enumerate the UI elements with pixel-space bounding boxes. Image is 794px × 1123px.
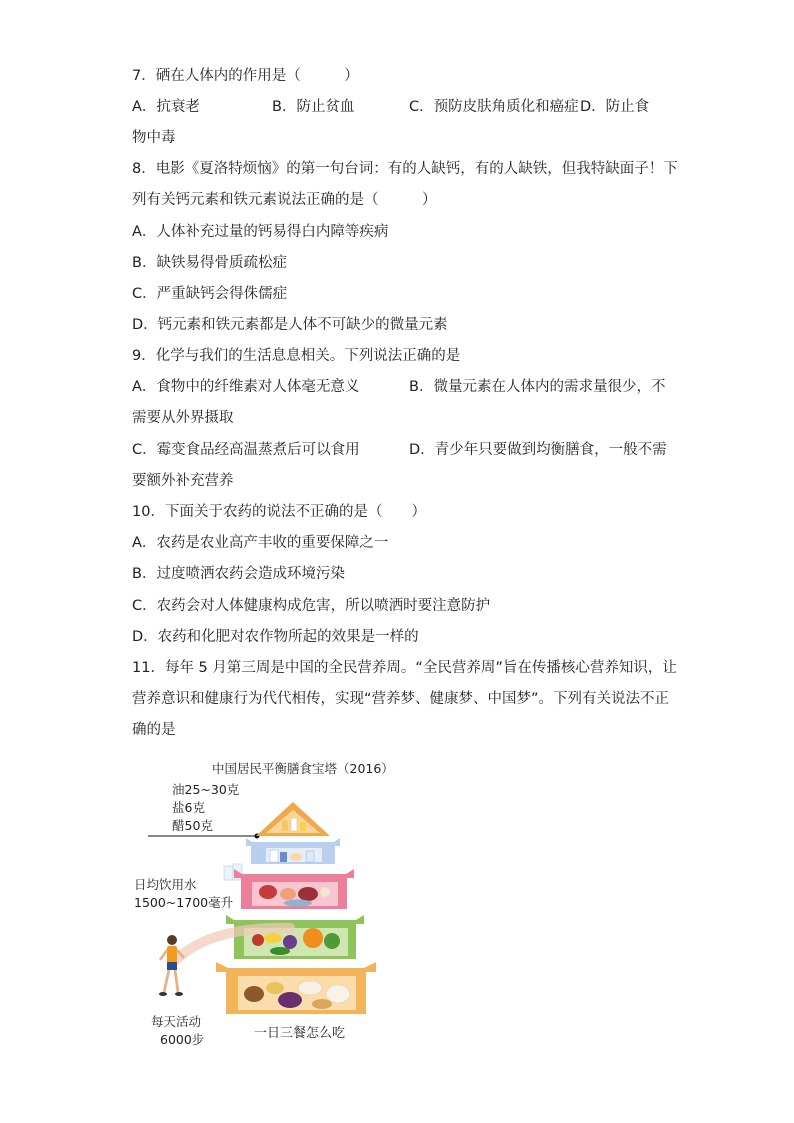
q7-option-b: B．防止贫血 [272,99,355,115]
q9-option-d: D．青少年只要做到均衡膳食，一般不需 [409,442,667,458]
figure-title: 中国居民平衡膳食宝塔（2016） [212,761,394,776]
figure-caption: 一日三餐怎么吃 [254,1026,346,1041]
q10-option-d: D．农药和化肥对农作物所起的效果是一样的 [132,629,419,645]
q9-option-b: B．微量元素在人体内的需求量很少，不 [409,379,666,395]
food-pyramid-figure [130,756,410,1056]
q11-stem-line2: 营养意识和健康行为代代相传，实现“营养梦、健康梦、中国梦”。下列有关说法不正 [132,691,670,707]
oil-label: 油25~30克 [172,782,240,797]
vinegar-label: 醋50克 [172,818,213,833]
q9-option-a: A．食物中的纤维素对人体毫无意义 [132,379,360,395]
q8-option-a: A．人体补充过量的钙易得白内障等疾病 [132,224,389,240]
q7-option-a: A．抗衰老 [132,99,200,115]
q8-option-d: D．钙元素和铁元素都是人体不可缺少的微量元素 [132,317,448,333]
activity-amount: 6000步 [160,1032,205,1047]
pyramid-tier-oil-salt [256,802,330,836]
q8-option-b: B．缺铁易得骨质疏松症 [132,255,287,271]
q11-stem-line3: 确的是 [132,722,176,738]
q9-option-b-continuation: 需要从外界摄取 [132,410,234,426]
water-label: 日均饮用水 [134,877,197,892]
q7-option-d: D．防止食 [580,99,650,115]
q8-stem-line1: 8．电影《夏洛特烦恼》的第一句台词：有的人缺钙，有的人缺铁，但我特缺面子！下 [132,161,678,177]
q7-option-c: C．预防皮肤角质化和癌症 [409,99,579,115]
runner-icon [159,935,184,996]
q11-stem-line1: 11．每年 5 月第三周是中国的全民营养周。“全民营养周”旨在传播核心营养知识，让 [132,660,677,676]
q7-stem: 7．硒在人体内的作用是（ ） [132,68,359,84]
water-amount: 1500~1700毫升 [134,895,234,910]
salt-label: 盐6克 [172,800,205,815]
q10-option-b: B．过度喷洒农药会造成环境污染 [132,566,345,582]
pyramid-tier-grains [216,962,376,1014]
q10-option-a: A．农药是农业高产丰收的重要保障之一 [132,535,389,551]
q10-option-c: C．农药会对人体健康构成危害，所以喷洒时要注意防护 [132,598,491,614]
q9-option-c: C．霉变食品经高温蒸煮后可以食用 [132,442,360,458]
pyramid-tier-fruits-vegetables [226,915,364,959]
q9-stem: 9．化学与我们的生活息息相关。下列说法正确的是 [132,348,461,364]
pyramid-tier-meat-fish [234,869,354,909]
q9-option-d-continuation: 要额外补充营养 [132,473,234,489]
q8-stem-line2: 列有关钙元素和铁元素说法正确的是（ ） [132,192,437,208]
q8-option-c: C．严重缺钙会得侏儒症 [132,286,288,302]
activity-label: 每天活动 [151,1014,202,1029]
q7-option-d-continuation: 物中毒 [132,130,176,146]
q10-stem: 10．下面关于农药的说法不正确的是（ ） [132,504,426,520]
pyramid-tier-dairy [246,838,340,864]
